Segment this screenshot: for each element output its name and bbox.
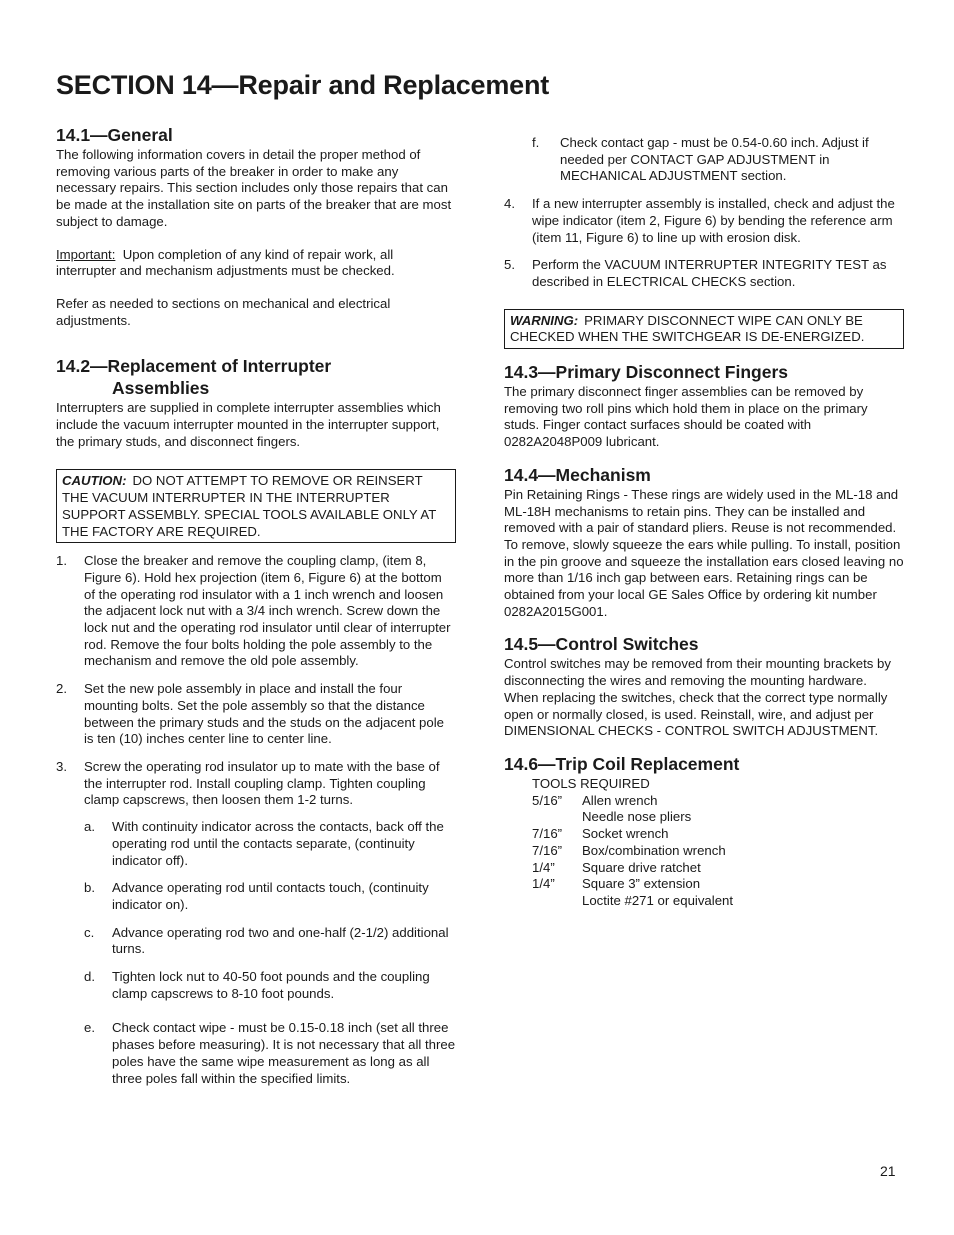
section-heading-trip-coil: 14.6—Trip Coil Replacement xyxy=(504,753,740,774)
general-paragraph: The following information covers in detail the proper method of removing various parts of the breaker in order to make any necessary repairs. This section includes only those repairs that can be made at the installation site on parts of the breaker that are most subject to damage. xyxy=(56,147,452,229)
section-heading-general: 14.1—General xyxy=(56,125,173,145)
caution-text: DO NOT ATTEMPT TO REMOVE OR REINSERT THE VACUUM INTERRUPTER IN THE INTERRUPTER SUPPORT ASSEMBLY. SPECIAL TOOLS AVAILABLE ONLY AT THE FACTORY ARE REQUIRED. xyxy=(62,473,437,539)
heading-line-2: Assemblies xyxy=(112,378,210,399)
step-number: 1. xyxy=(56,553,67,569)
step-text: If a new interrupter assembly is installed, check and adjust the wipe indicator (item 2, Figure 6) by bending the reference arm (item 11, Figure 6) to line up with erosion disk. xyxy=(532,196,895,245)
section-heading-mechanism: 14.4—Mechanism xyxy=(504,464,651,485)
step-2 xyxy=(56,681,456,748)
substep-c xyxy=(56,925,456,958)
substep-letter: c. xyxy=(84,924,95,940)
tool-row xyxy=(532,809,904,826)
tool-size: 7/16” xyxy=(532,826,563,842)
tools-list xyxy=(504,776,904,910)
heading-line-1: 14.2—Replacement of Interrupter xyxy=(56,356,332,377)
section-heading-switches: 14.5—Control Switches xyxy=(504,634,699,655)
substep-text: Check contact wipe - must be 0.15-0.18 inch (set all three phases before measuring). It is not necessary that all three poles have the same wipe measurement as long as all three poles fall within the specified limits. xyxy=(112,1020,456,1086)
substep-letter: f. xyxy=(532,135,540,150)
substep-b xyxy=(56,880,456,913)
step-1 xyxy=(56,553,456,670)
tools-label: TOOLS REQUIRED xyxy=(532,775,650,791)
tool-row xyxy=(532,843,904,860)
warning-box xyxy=(504,309,904,349)
substep-text: Tighten lock nut to 40-50 foot pounds and the coupling clamp capscrews to 8-10 foot pounds. xyxy=(112,969,430,1001)
step-number: 2. xyxy=(56,681,67,697)
tool-name: Square 3” extension xyxy=(582,876,701,892)
step-3 xyxy=(56,759,456,809)
mechanism-paragraph: Pin Retaining Rings - These rings are widely used in the ML-18 and ML-18H mechanisms to retain pins. They can be installed and removed with a pair of standard pliers. Reuse is not recommended. To remove, slowly squeeze the ears while pulling. To install, position in the pin groove and squeeze the installation ears closed leaving no more than 1/16 inch gap between ears. Retaining rings can be obtained from your local GE Sales Office by ordering kit number 0282A2015G001. xyxy=(504,486,904,619)
step-number: 4. xyxy=(504,196,515,212)
substep-text: With continuity indicator across the contacts, back off the operating rod until the contacts separate, (continuity indicator off). xyxy=(112,819,444,868)
substep-letter: d. xyxy=(84,969,95,985)
tool-row xyxy=(532,826,904,843)
substep-text: Advance operating rod two and one-half (2-1/2) additional turns. xyxy=(112,924,449,957)
substep-letter: a. xyxy=(84,819,95,835)
tool-row xyxy=(532,793,904,810)
step-number: 5. xyxy=(504,257,515,273)
page-number: 21 xyxy=(880,1163,896,1179)
substep-d xyxy=(56,969,456,1002)
step-text: Perform the VACUUM INTERRUPTER INTEGRITY TEST as described in ELECTRICAL CHECKS section. xyxy=(532,257,887,289)
tool-row xyxy=(532,860,904,877)
interrupter-intro: Interrupters are supplied in complete interrupter assemblies which include the vacuum interrupter mounted in the interrupter support, the primary studs, and disconnect fingers. xyxy=(56,400,441,449)
substep-text: Advance operating rod until contacts touch, (continuity indicator on). xyxy=(112,880,429,912)
section-heading-interrupter xyxy=(56,355,456,399)
warning-text: PRIMARY DISCONNECT WIPE CAN ONLY BE CHECKED WHEN THE SWITCHGEAR IS DE-ENERGIZED. xyxy=(510,312,865,345)
step-number: 3. xyxy=(56,758,67,774)
substep-text: Check contact gap - must be 0.54-0.60 inch. Adjust if needed per CONTACT GAP ADJUSTMENT in MECHANICAL ADJUSTMENT section. xyxy=(560,135,869,184)
switches-paragraph: Control switches may be removed from their mounting brackets by disconnecting the wires and removing the mounting hardware. When replacing the switches, check that the correct type normally open or normally closed, is used. Reinstall, wire, and adjust per DIMENSIONAL CHECKS - CONTROL SWITCH ADJUSTMENT. xyxy=(504,656,891,739)
tool-name: Loctite #271 or equivalent xyxy=(582,892,734,908)
page-title: SECTION 14—Repair and Replacement xyxy=(56,70,550,100)
substep-letter: b. xyxy=(84,880,95,896)
fingers-paragraph: The primary disconnect finger assemblies can be removed by removing two roll pins which hold them in place on the primary studs. Finger contact surfaces should be coated with 0282A2048P009 lubricant. xyxy=(504,384,868,450)
tool-size: 5/16” xyxy=(532,792,563,808)
substep-a xyxy=(56,819,456,869)
tool-size: 1/4” xyxy=(532,859,555,875)
substep-letter: e. xyxy=(84,1020,95,1036)
important-note xyxy=(56,247,456,280)
tool-name: Box/combination wrench xyxy=(582,842,726,858)
tool-size xyxy=(532,893,582,910)
important-label: Important: xyxy=(56,246,116,262)
substep-e xyxy=(56,1020,456,1087)
tool-size: 7/16” xyxy=(532,842,563,858)
step-text: Close the breaker and remove the coupling clamp, (item 8, Figure 6). Hold hex projection (item 6, Figure 6) at the bottom of the operating rod insulator with a 1 inch wrench and loosen the adjacent lock nut with a 3/4 inch wrench. Screw down the lock nut and the operating rod insulator until clear of interrupter rod. Remove the four bolts holding the pole assembly to the mechanism and remove the old pole assembly. xyxy=(84,553,451,669)
tool-size: 1/4” xyxy=(532,876,555,892)
tool-row xyxy=(532,876,904,893)
step-4 xyxy=(504,196,904,246)
step-text: Set the new pole assembly in place and install the four mounting bolts. Set the pole assembly so that the distance between the primary studs and the studs on the adjacent pole is ten (10) inches center line to center line. xyxy=(84,681,444,747)
tool-row xyxy=(532,893,904,910)
step-text: Screw the operating rod insulator up to mate with the base of the interrupter rod. Install coupling clamp. Tighten coupling clamp capscrews, then loosen them 1-2 turns. xyxy=(84,758,440,808)
tool-size xyxy=(532,809,582,826)
tool-name: Needle nose pliers xyxy=(582,809,692,825)
caution-label: CAUTION: xyxy=(62,473,127,489)
step-5 xyxy=(504,257,904,290)
warning-label: WARNING: xyxy=(510,312,579,328)
substep-f xyxy=(504,135,904,185)
tool-name: Socket wrench xyxy=(582,826,669,842)
left-column xyxy=(56,124,456,1087)
important-text: Upon completion of any kind of repair work, all interrupter and mechanism adjustments must be checked. xyxy=(56,246,395,279)
right-column xyxy=(504,135,904,910)
caution-box xyxy=(56,469,456,543)
tool-name: Square drive ratchet xyxy=(582,859,701,875)
refer-paragraph: Refer as needed to sections on mechanical and electrical adjustments. xyxy=(56,295,391,328)
section-heading-fingers: 14.3—Primary Disconnect Fingers xyxy=(504,362,788,383)
tool-name: Allen wrench xyxy=(582,792,658,808)
